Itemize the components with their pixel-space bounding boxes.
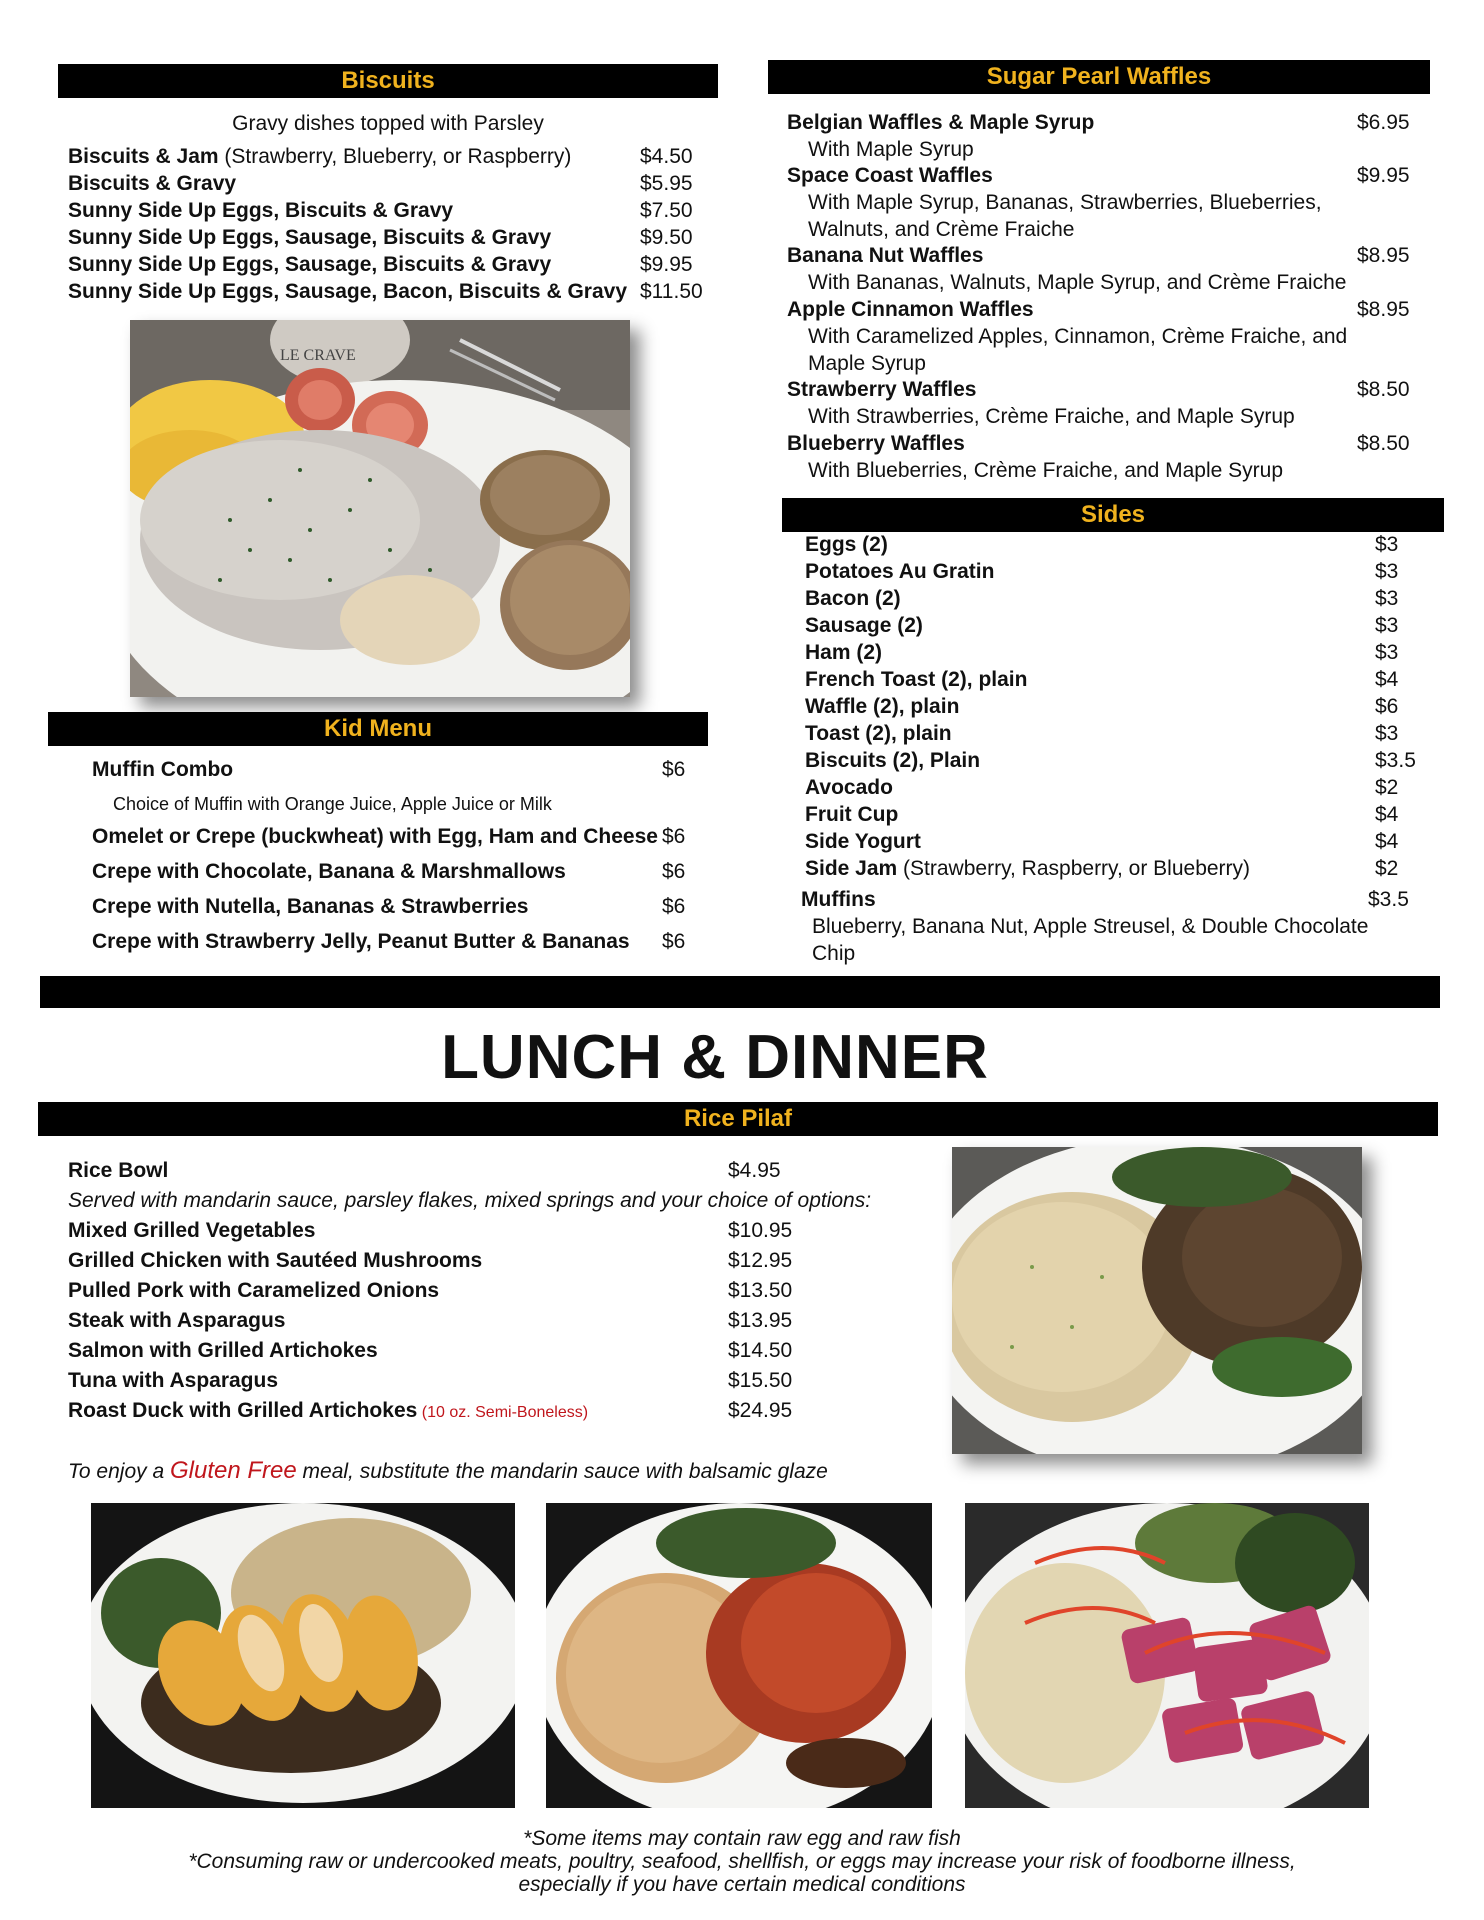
kid-menu-header: Kid Menu [48, 712, 708, 746]
list-item: Muffins $3.5 [801, 888, 1409, 911]
biscuits-subtitle: Gravy dishes topped with Parsley [232, 112, 544, 135]
section-divider [40, 976, 1440, 1008]
footer-line: *Some items may contain raw egg and raw fish [523, 1827, 961, 1850]
footer-line: *Consuming raw or undercooked meats, poultry, seafood, shellfish, or eggs may increase your risk of foodborne illness, [188, 1850, 1296, 1873]
list-item: Rice Bowl $4.95 [68, 1159, 781, 1182]
list-item: Biscuits & Jam (Strawberry, Blueberry, or Raspberry) $4.50 [68, 145, 693, 168]
list-item: Banana Nut Waffles $8.95 [787, 244, 1410, 267]
biscuits-header: Biscuits [58, 64, 718, 98]
list-item: Crepe with Nutella, Bananas & Strawberries $6 [92, 895, 686, 918]
chicken-rice-photo [91, 1503, 515, 1808]
list-item-desc: Blueberry, Banana Nut, Apple Streusel, & Double Chocolate [812, 915, 1369, 938]
list-item: Avocado $2 [805, 776, 1399, 799]
gluten-prefix: To enjoy a [68, 1460, 170, 1483]
list-item: Biscuits & Gravy $5.95 [68, 172, 693, 195]
list-item: Waffle (2), plain $6 [805, 695, 1399, 718]
list-item-desc: Chip [812, 942, 856, 965]
list-item: Biscuits (2), Plain $3.5 [805, 749, 1416, 772]
list-item: Apple Cinnamon Waffles $8.95 [787, 298, 1410, 321]
list-item: Sunny Side Up Eggs, Sausage, Biscuits & Gravy $9.95 [68, 253, 693, 276]
tuna-rice-photo [965, 1503, 1369, 1808]
rice-steak-photo [952, 1147, 1362, 1454]
list-item: Fruit Cup $4 [805, 803, 1399, 826]
list-item-desc: With Maple Syrup [808, 138, 974, 161]
waffles-header: Sugar Pearl Waffles [768, 60, 1430, 94]
list-item: Salmon with Grilled Artichokes $14.50 [68, 1339, 793, 1362]
list-item-desc: With Maple Syrup, Bananas, Strawberries, Blueberries, [808, 191, 1322, 214]
list-item-desc: With Blueberries, Crème Fraiche, and Maple Syrup [808, 459, 1284, 482]
list-item: Sausage (2) $3 [805, 614, 1399, 637]
svg-text:LE CRAVE: LE CRAVE [280, 347, 356, 364]
list-item: Grilled Chicken with Sautéed Mushrooms $12.95 [68, 1249, 793, 1272]
list-item-desc: With Strawberries, Crème Fraiche, and Maple Syrup [808, 405, 1295, 428]
list-item: Blueberry Waffles $8.50 [787, 432, 1410, 455]
list-item: Strawberry Waffles $8.50 [787, 378, 1410, 401]
list-item: Sunny Side Up Eggs, Sausage, Biscuits & Gravy $9.50 [68, 226, 693, 249]
list-item: Roast Duck with Grilled Artichokes (10 oz. Semi-Boneless) $24.95 [68, 1399, 793, 1422]
list-item: French Toast (2), plain $4 [805, 668, 1399, 691]
footer-line: especially if you have certain medical conditions [518, 1873, 966, 1896]
lunch-dinner-title: LUNCH & DINNER [441, 1023, 989, 1092]
gluten-free-note [68, 1458, 828, 1485]
list-item: Muffin Combo $6 [92, 758, 686, 781]
list-item: Sunny Side Up Eggs, Sausage, Bacon, Biscuits & Gravy $11.50 [68, 280, 703, 303]
list-item: Potatoes Au Gratin $3 [805, 560, 1399, 583]
list-item: Bacon (2) $3 [805, 587, 1399, 610]
list-item: Space Coast Waffles $9.95 [787, 164, 1410, 187]
list-item: Crepe with Chocolate, Banana & Marshmallows $6 [92, 860, 686, 883]
list-item: Side Yogurt $4 [805, 830, 1399, 853]
rice-pilaf-header: Rice Pilaf [38, 1102, 1438, 1136]
list-item-desc: With Caramelized Apples, Cinnamon, Crème Fraiche, and [808, 325, 1348, 348]
list-item-desc: Maple Syrup [808, 352, 926, 375]
gluten-suffix: meal, substitute the mandarin sauce with balsamic glaze [296, 1460, 828, 1483]
list-item: Tuna with Asparagus $15.50 [68, 1369, 793, 1392]
list-item: Toast (2), plain $3 [805, 722, 1399, 745]
list-item: Crepe with Strawberry Jelly, Peanut Butter & Bananas $6 [92, 930, 686, 953]
pork-rice-photo [546, 1503, 932, 1808]
list-item-desc: Choice of Muffin with Orange Juice, Apple Juice or Milk [113, 794, 552, 814]
list-item-desc: Walnuts, and Crème Fraiche [808, 218, 1075, 241]
list-item: Eggs (2) $3 [805, 533, 1399, 556]
list-item: Side Jam (Strawberry, Raspberry, or Blueberry) $2 [805, 857, 1399, 880]
sides-header: Sides [782, 498, 1444, 532]
list-item: Omelet or Crepe (buckwheat) with Egg, Ham and Cheese $6 [92, 825, 686, 848]
list-item: Sunny Side Up Eggs, Biscuits & Gravy $7.50 [68, 199, 693, 222]
biscuits-gravy-photo [130, 320, 630, 697]
list-item: Ham (2) $3 [805, 641, 1399, 664]
list-item: Belgian Waffles & Maple Syrup $6.95 [787, 111, 1410, 134]
list-item: Pulled Pork with Caramelized Onions $13.50 [68, 1279, 793, 1302]
list-item-desc: With Bananas, Walnuts, Maple Syrup, and Crème Fraiche [808, 271, 1347, 294]
list-item: Mixed Grilled Vegetables $10.95 [68, 1219, 793, 1242]
list-item: Steak with Asparagus $13.95 [68, 1309, 793, 1332]
gluten-free-highlight: Gluten Free [169, 1457, 297, 1484]
served-note: Served with mandarin sauce, parsley flakes, mixed springs and your choice of options: [68, 1189, 872, 1212]
